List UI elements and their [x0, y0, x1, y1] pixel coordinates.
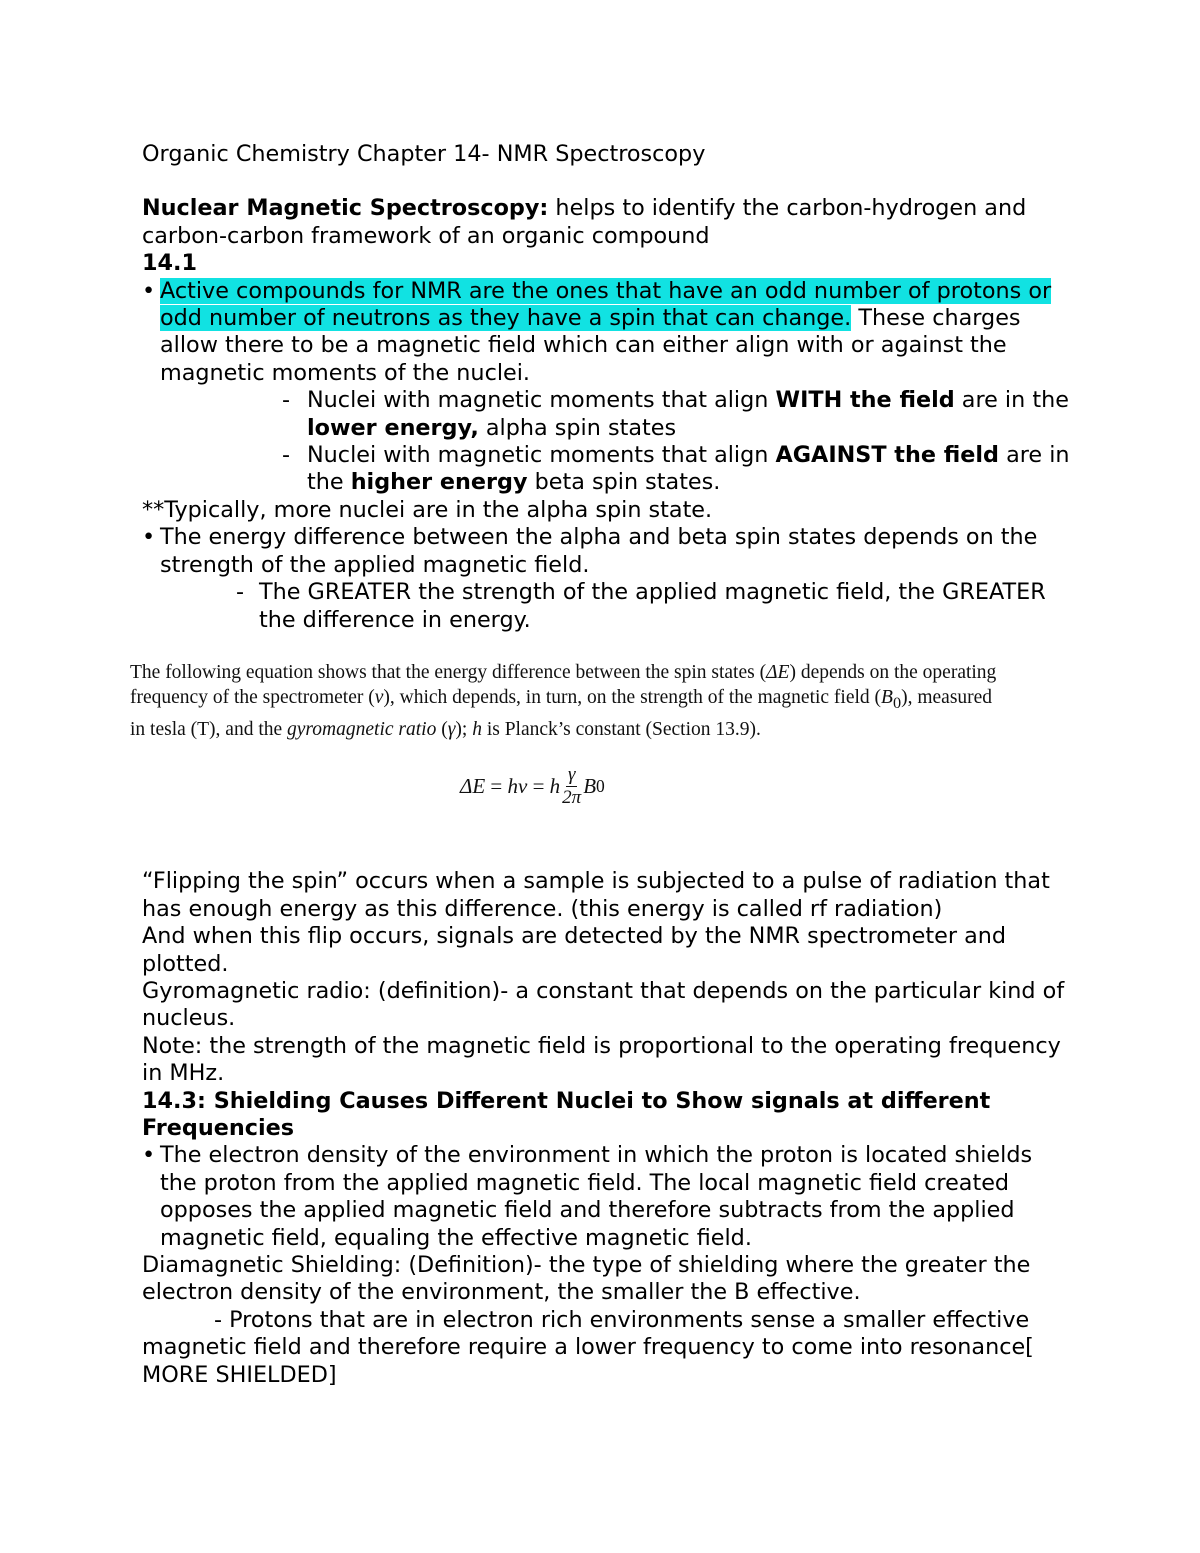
- intro-definition: helps to identify the carbon-hydrogen and carbon-carbon framework of an organic compound: [142, 195, 1027, 249]
- textbook-excerpt: The following equation shows that the energy difference between the spin states (ΔE) depends on the operating frequency of the spectrometer (ν), which depends, in turn, on the strength of the magnetic field $(B_0)$, measured in tesla (T), and the gyromagnetic ratio (γ); h is Planck’s constant (Section 13.9).: [130, 661, 997, 740]
- bullet-text: These charges allow there to be a magnetic field which can either align with or against the magnetic moments of the nuclei.: [160, 305, 1021, 386]
- bullet-marker: •: [142, 524, 156, 551]
- sub-bullet-with-field: - Nuclei with magnetic moments that align WITH the field are in the lower energy, alpha spin states: [282, 387, 1069, 441]
- highlighted-text: Active compounds for NMR are the ones that have an odd number of protons or odd number of neutrons as they have a spin that can change.: [160, 277, 1052, 332]
- paragraph-flip-signals: And when this flip occurs, signals are detected by the NMR spectrometer and plotted.: [142, 923, 1007, 977]
- bullet-energy-difference: • The energy difference between the alpha and beta spin states depends on the strength of the applied magnetic field.: [142, 524, 1038, 578]
- document-body: [130, 141, 1072, 1389]
- dash-marker: -: [236, 579, 245, 606]
- typically-note: **Typically, more nuclei are in the alpha spin state.: [142, 496, 713, 523]
- paragraph-note: Note: the strength of the magnetic field is proportional to the operating frequency in MHz.: [142, 1032, 1061, 1087]
- sub-bullet-greater-strength: - The GREATER the strength of the applied magnetic field, the GREATER the difference in energy.: [236, 579, 1046, 633]
- intro-term: Nuclear Magnetic Spectroscopy:: [142, 195, 549, 222]
- intro-paragraph: [142, 195, 1072, 250]
- dash-marker: -: [282, 442, 291, 469]
- paragraph-flipping-spin: “Flipping the spin” occurs when a sample is subjected to a pulse of radiation that has enough energy as this difference. (this energy is called rf radiation): [142, 868, 1050, 922]
- paragraph-diamagnetic-shielding: Diamagnetic Shielding: (Definition)- the type of shielding where the greater the electron density of the environment, the smaller the B effective.: [142, 1251, 1031, 1306]
- equation-fraction: $\frac{\gamma}{2\pi}$: [562, 763, 582, 808]
- dash-marker: -: [282, 387, 291, 414]
- bullet-marker: •: [142, 1142, 156, 1169]
- equation-lhs: ΔE: [460, 773, 486, 798]
- energy-equation: ΔE = hν = h $\frac{\gamma}{2\pi}$ B 0: [460, 763, 605, 808]
- bullet-active-compounds: [142, 278, 1072, 388]
- bullet-marker: •: [142, 277, 156, 304]
- section-14-3-heading: 14.3: Shielding Causes Different Nuclei to Show signals at different Frequencies: [142, 1087, 991, 1141]
- bullet-electron-density: • The electron density of the environment in which the proton is located shields the proton from the applied magnetic field. The local magnetic field created opposes the applied magnetic field and therefore subtracts from the applied magnetic field, equaling the effective magnetic field.: [142, 1142, 1033, 1251]
- paragraph-more-shielded: - Protons that are in electron rich environments sense a smaller effective magnetic field and therefore require a lower frequency to come into resonance[ MORE SHIELDED]: [142, 1306, 1034, 1388]
- section-14-1-heading: 14.1: [142, 250, 198, 277]
- equation-middle: hν: [507, 773, 528, 798]
- paragraph-gyromagnetic: Gyromagnetic radio: (definition)- a constant that depends on the particular kind of nucleus.: [142, 977, 1065, 1032]
- sub-bullet-against-field: - Nuclei with magnetic moments that align AGAINST the field are in the higher energy beta spin states.: [282, 442, 1070, 496]
- document-title: Organic Chemistry Chapter 14- NMR Spectroscopy: [142, 141, 706, 167]
